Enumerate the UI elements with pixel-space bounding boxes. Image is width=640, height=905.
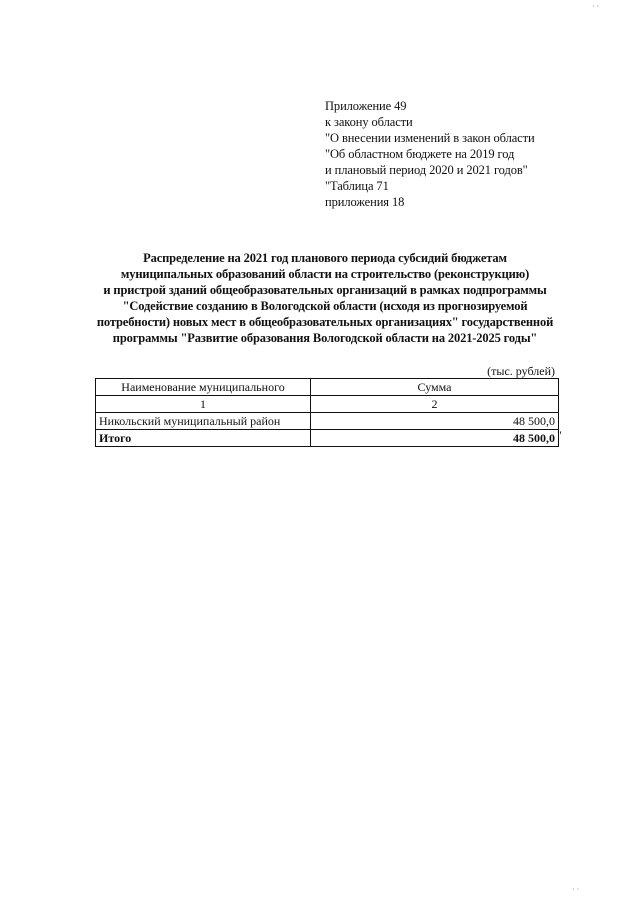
appendix-line: "Об областном бюджете на 2019 год [325,147,515,161]
units-label: (тыс. рублей) [487,364,555,378]
title-line: и пристрой зданий общеобразовательных организаций в рамках подпрограммы [103,283,547,297]
title-line: "Содействие созданию в Вологодской области (исходя из прогнозируемой [122,299,528,313]
column-number: 2 [311,396,559,413]
subsidy-table [95,378,559,447]
document-title [90,250,560,346]
appendix-header [325,98,535,210]
appendix-line: к закону области [325,115,413,129]
appendix-line: Приложение 49 [325,99,407,113]
total-label: Итого [96,430,311,447]
scan-artifact: · · [592,2,600,11]
municipality-amount: 48 500,0 [311,413,559,430]
closing-quote: " [557,428,562,442]
appendix-line: "О внесении изменений в закон области [325,131,535,145]
column-number: 1 [96,396,311,413]
appendix-line: и плановый период 2020 и 2021 годов" [325,163,528,177]
appendix-line: "Таблица 71 [325,179,389,193]
header-name: Наименование муниципального [96,379,311,396]
appendix-line: приложения 18 [325,195,405,209]
total-row [96,430,559,447]
title-line: муниципальных образований области на строительство (реконструкцию) [120,267,530,281]
title-line: Распределение на 2021 год планового периода субсидий бюджетам [143,251,507,265]
title-line: потребности) новых мест в общеобразовательных организациях" государственной [96,315,554,329]
title-line: программы "Развитие образования Вологодской области на 2021-2025 годы" [112,331,538,345]
table-row [96,413,559,430]
header-amount: Сумма [311,379,559,396]
scan-artifact: · · [572,885,580,894]
municipality-name: Никольский муниципальный район [96,413,311,430]
column-number-row [96,396,559,413]
table-header-row [96,379,559,396]
total-amount: 48 500,0 [311,430,559,447]
